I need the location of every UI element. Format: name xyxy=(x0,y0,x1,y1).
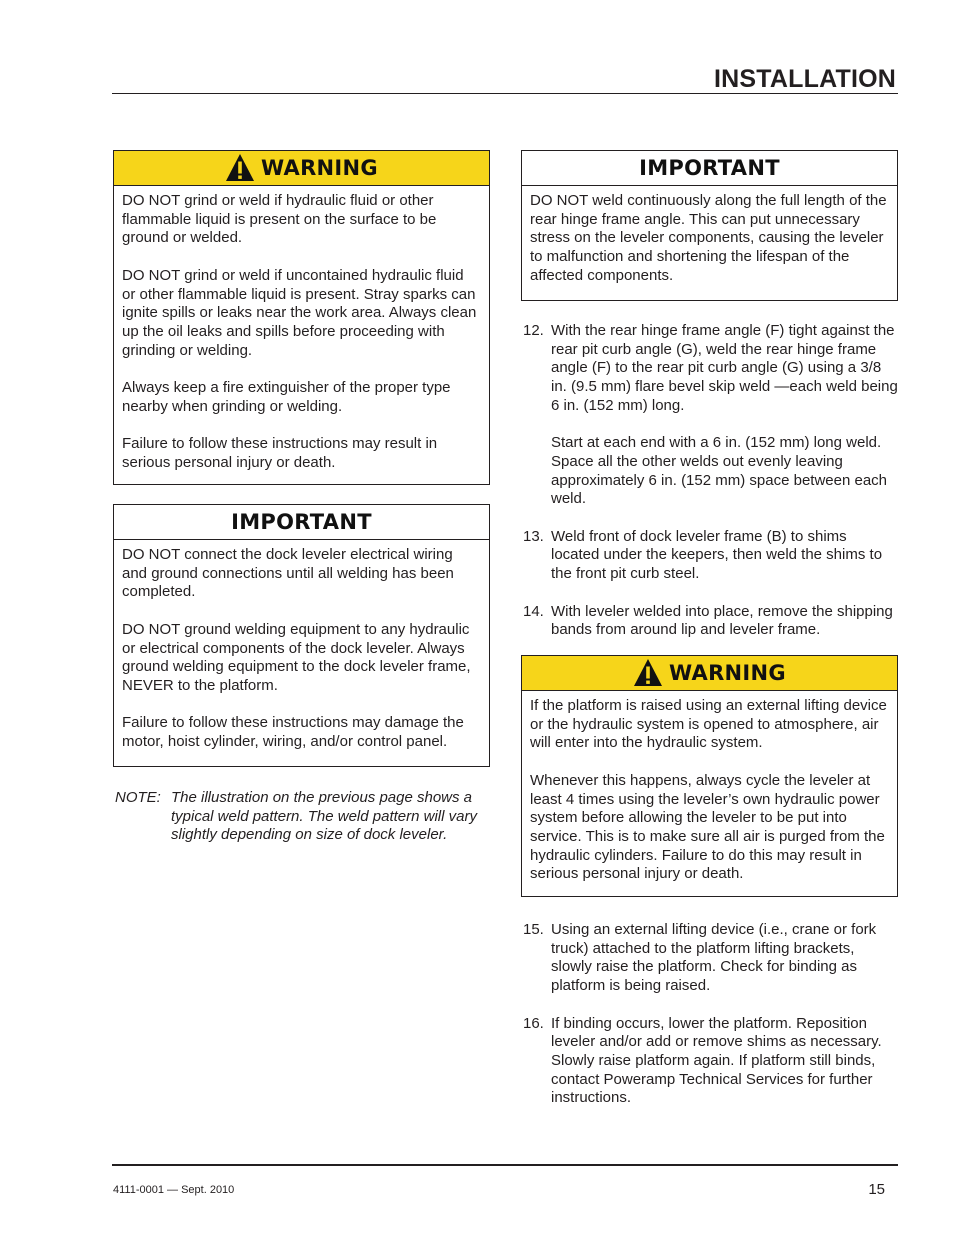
important-heading: IMPORTANT xyxy=(639,156,780,180)
note-label: NOTE: xyxy=(115,789,161,806)
step-paragraph: If binding occurs, lower the platform. Reposition leveler and/or add or remove shims as necessary. Slowly raise platform again. If platform still binds, contact Poweramp Technical Services for further instructions. xyxy=(551,1014,882,1107)
important-paragraph: Failure to follow these instructions may damage the motor, hoist cylinder, wiring, and/or control panel. xyxy=(122,714,464,750)
note xyxy=(115,789,495,845)
warning-paragraph: Always keep a fire extinguisher of the proper type nearby when grinding or welding. xyxy=(122,379,451,415)
warning-heading: WARNING xyxy=(261,156,378,180)
important-body xyxy=(114,540,489,764)
warning-triangle-icon xyxy=(633,658,663,688)
step-number: 13. xyxy=(523,527,544,545)
important-heading: IMPORTANT xyxy=(231,510,372,534)
steps-list-a xyxy=(523,322,899,640)
important-paragraph: DO NOT connect the dock leveler electrical wiring and ground connections until all welding has been completed. xyxy=(122,546,454,601)
important-paragraph: DO NOT weld continuously along the full length of the rear hinge frame angle. This can put unnecessary stress on the leveler components, causing the leveler to malfunction and shortening the lifespan of the affected components. xyxy=(530,192,887,284)
header-rule xyxy=(112,93,898,94)
important-paragraph: DO NOT ground welding equipment to any hydraulic or electrical components of the dock leveler. Always ground welding equipment to the dock leveler frame, NEVER to the platform. xyxy=(122,620,471,694)
step-12 xyxy=(523,322,899,509)
important-box-left xyxy=(113,504,490,767)
step-13 xyxy=(523,528,899,584)
warning-header xyxy=(114,151,489,186)
document-id: 4111-0001 — Sept. 2010 xyxy=(113,1184,235,1196)
step-16 xyxy=(523,1015,899,1109)
warning-heading: WARNING xyxy=(669,661,786,685)
step-paragraph: Using an external lifting device (i.e., crane or fork truck) attached to the platform lifting brackets, slowly raise the platform. Check for binding as platform is being raised. xyxy=(551,921,877,995)
step-number: 14. xyxy=(523,602,544,620)
warning-paragraph: DO NOT grind or weld if uncontained hydraulic fluid or other flammable liquid is present. Stray sparks can ignite spills or leaks near the work area. Always clean up the oil leaks and spills before proceeding with grinding or welding. xyxy=(122,266,477,359)
important-body xyxy=(522,186,897,298)
page-title: INSTALLATION xyxy=(713,65,896,93)
step-number: 12. xyxy=(523,322,544,339)
warning-box-left xyxy=(113,150,490,485)
step-paragraph: With leveler welded into place, remove the shipping bands from around lip and leveler frame. xyxy=(551,602,893,639)
warning-header xyxy=(522,656,897,691)
step-number: 16. xyxy=(523,1014,544,1032)
step-paragraph: Weld front of dock leveler frame (B) to shims located under the keepers, then weld the shims to the front pit curb steel. xyxy=(551,527,883,583)
warning-triangle-icon xyxy=(225,153,255,183)
important-header xyxy=(522,151,897,186)
important-box-right xyxy=(521,150,898,301)
warning-paragraph: If the platform is raised using an external lifting device or the hydraulic system is opened to atmosphere, air will enter into the hydraulic system. xyxy=(530,697,887,752)
step-14 xyxy=(523,603,899,640)
warning-paragraph: Whenever this happens, always cycle the leveler at least 4 times using the leveler’s own hydraulic power system before allowing the leveler to be put into service. This is to make sure all air is purged from the hydraulic cylinders. Failure to do this may result in serious personal injury or death. xyxy=(530,771,885,883)
steps-list-b xyxy=(523,921,899,1108)
warning-body xyxy=(114,186,489,485)
note-text: The illustration on the previous page shows a typical weld pattern. The weld pattern will vary slightly depending on size of dock leveler. xyxy=(171,789,477,844)
step-number: 15. xyxy=(523,921,544,938)
step-paragraph: Start at each end with a 6 in. (152 mm) long weld. Space all the other welds out evenly leaving approximately 6 in. (152 mm) space between each weld. xyxy=(551,434,888,508)
step-paragraph: With the rear hinge frame angle (F) tight against the rear pit curb angle (G), weld the rear hinge frame angle (F) to the rear pit curb angle (G) using a 3/8 in. (9.5 mm) flare bevel skip weld —each weld being 6 in. (152 mm) long. xyxy=(551,322,898,414)
warning-paragraph: DO NOT grind or weld if hydraulic fluid or other flammable liquid is present on the surface to be ground or welded. xyxy=(122,192,437,247)
warning-box-right xyxy=(521,655,898,897)
important-header xyxy=(114,505,489,540)
footer-rule xyxy=(112,1164,898,1166)
warning-body xyxy=(522,691,897,896)
warning-paragraph: Failure to follow these instructions may result in serious personal injury or death. xyxy=(122,435,438,471)
page-number: 15 xyxy=(868,1181,885,1198)
step-15 xyxy=(523,921,899,996)
